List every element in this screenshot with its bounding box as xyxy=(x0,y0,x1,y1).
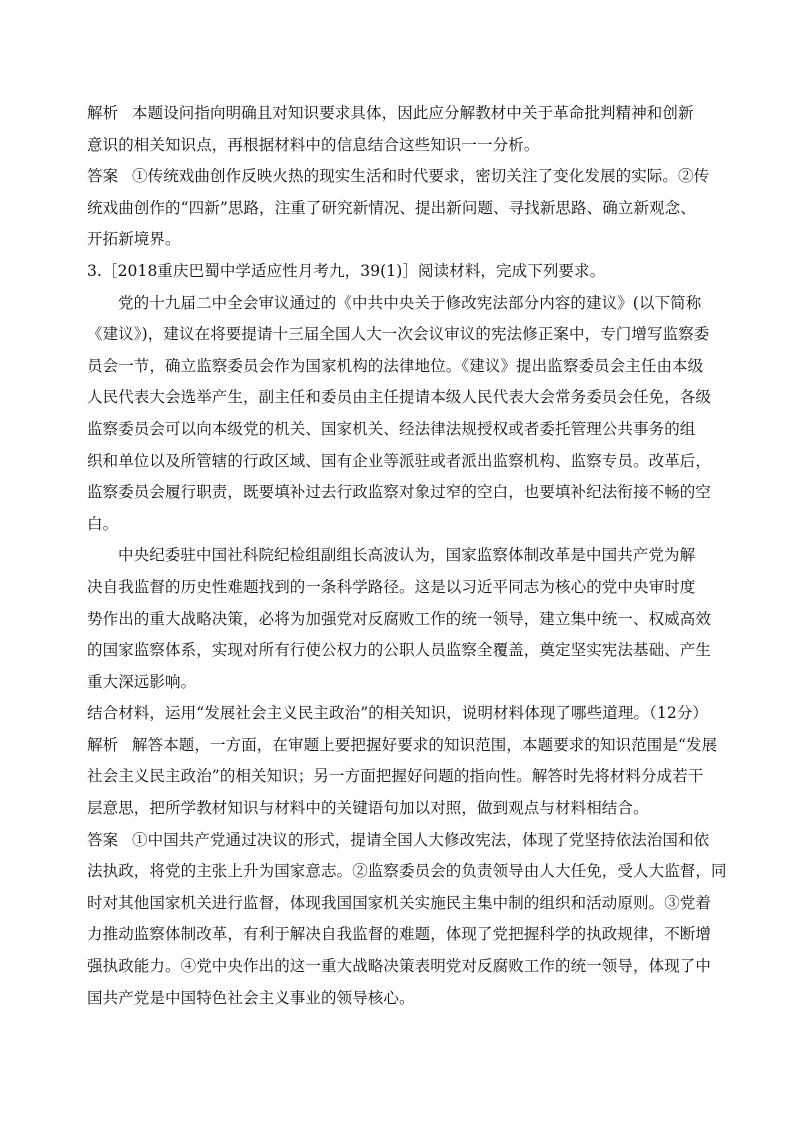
q3-material-p1-line-1: 党的十九届二中全会审议通过的《中共中央关于修改宪法部分内容的建议》(以下简称 xyxy=(118,293,702,312)
q3-analysis-line-2: 社会主义民主政治”的相关知识；另一方面把握好问题的指向性。解答时先将材料分成若干 xyxy=(87,767,704,786)
q3-heading: 3.［2018重庆巴蜀中学适应性月考九，39(1)］阅读材料，完成下列要求。 xyxy=(87,261,606,280)
q3-question: 结合材料，运用“发展社会主义民主政治”的相关知识，说明材料体现了哪些道理。（12分） xyxy=(87,704,709,723)
q3-material-p2-line-2: 决自我监督的历史性难题找到的一条科学路径。这是以习近平同志为核心的党中央审时度 xyxy=(87,577,696,596)
answer-label: 答案 xyxy=(87,830,119,849)
q3-material-p2-line-4: 的国家监察体系，实现对所有行使公权力的公职人员监察全覆盖，奠定坚实宪法基础、产生 xyxy=(87,641,712,660)
q3-answer-line-2: 法执政，将党的主张上升为国家意志。②监察委员会的负责领导由人大任免，受人大监督，同 xyxy=(87,862,727,881)
q3-answer-line-6: 国共产党是中国特色社会主义事业的领导核心。 xyxy=(87,988,415,1007)
q2-analysis-line-1 xyxy=(87,98,719,130)
q3-material-p1-line-2: 《建议》)，建议在将要提请十三届全国人大一次会议审议的宪法修正案中，专门增写监察委 xyxy=(87,325,710,344)
q3-material-p1-line-7: 监察委员会履行职责，既要填补过去行政监察对象过窄的空白，也要填补纪法衔接不畅的空 xyxy=(87,483,712,502)
q2-answer-line-3: 开拓新境界。 xyxy=(87,230,181,249)
answer-text: ①中国共产党通过决议的形式，提请全国人大修改宪法，体现了党坚持依法治国和依 xyxy=(132,830,710,849)
analysis-text: 解答本题，一方面，在审题上要把握好要求的知识范围，本题要求的知识范围是“发展 xyxy=(132,735,718,754)
q3-answer-line-5: 强执政能力。④党中央作出的这一重大战略决策表明党对反腐败工作的统一领导，体现了中 xyxy=(87,957,712,976)
q3-analysis-line-1 xyxy=(87,730,719,762)
analysis-label: 解析 xyxy=(87,735,119,754)
q3-material-p1-line-3: 员会一节，确立监察委员会作为国家机构的法律地位。《建议》提出监察委员会主任由本级 xyxy=(87,356,704,375)
answer-text: ①传统戏曲创作反映火热的现实生活和时代要求，密切关注了变化发展的实际。②传 xyxy=(132,167,710,186)
document-page xyxy=(87,98,727,1014)
q3-material-p1-line-8: 白。 xyxy=(87,514,119,533)
q3-material-p2-line-3: 势作出的重大战略决策，必将为加强党对反腐败工作的统一领导，建立集中统一、权威高效 xyxy=(87,609,712,628)
q2-answer-line-1 xyxy=(87,161,719,193)
q3-material-p2-line-1: 中央纪委驻中国社科院纪检组副组长高波认为，国家监察体制改革是中国共产党为解 xyxy=(118,546,696,565)
analysis-text: 本题设问指向明确且对知识要求具体，因此应分解教材中关于革命批判精神和创新 xyxy=(132,104,694,122)
analysis-label: 解析 xyxy=(87,104,119,122)
q2-answer-line-2: 统戏曲创作的“四新”思路，注重了研究新情况、提出新问题、寻找新思路、确立新观念、 xyxy=(87,198,696,217)
q3-material-p1-line-5: 监察委员会可以向本级党的机关、国家机关、经法律法规授权或者委托管理公共事务的组 xyxy=(87,419,696,438)
q3-answer-line-4: 力推动监察体制改革，有利于解决自我监督的难题，体现了党把握科学的执政规律，不断增 xyxy=(87,925,712,944)
q2-analysis-line-2: 意识的相关知识点，再根据材料中的信息结合这些知识一一分析。 xyxy=(87,135,540,154)
q3-answer-line-1 xyxy=(87,825,719,857)
q3-answer-line-3: 时对其他国家机关进行监督，体现我国国家机关实施民主集中制的组织和活动原则。③党着 xyxy=(87,893,712,912)
q3-analysis-line-3: 层意思，把所学教材知识与材料中的关键语句加以对照，做到观点与材料相结合。 xyxy=(87,799,649,818)
q3-material-p1-line-4: 人民代表大会选举产生，副主任和委员由主任提请本级人民代表大会常务委员会任免，各级 xyxy=(87,388,712,407)
q3-material-p1-line-6: 织和单位以及所管辖的行政区域、国有企业等派驻或者派出监察机构、监察专员。改革后， xyxy=(87,451,712,470)
q3-material-p2-line-5: 重大深远影响。 xyxy=(87,672,197,691)
answer-label: 答案 xyxy=(87,167,119,186)
